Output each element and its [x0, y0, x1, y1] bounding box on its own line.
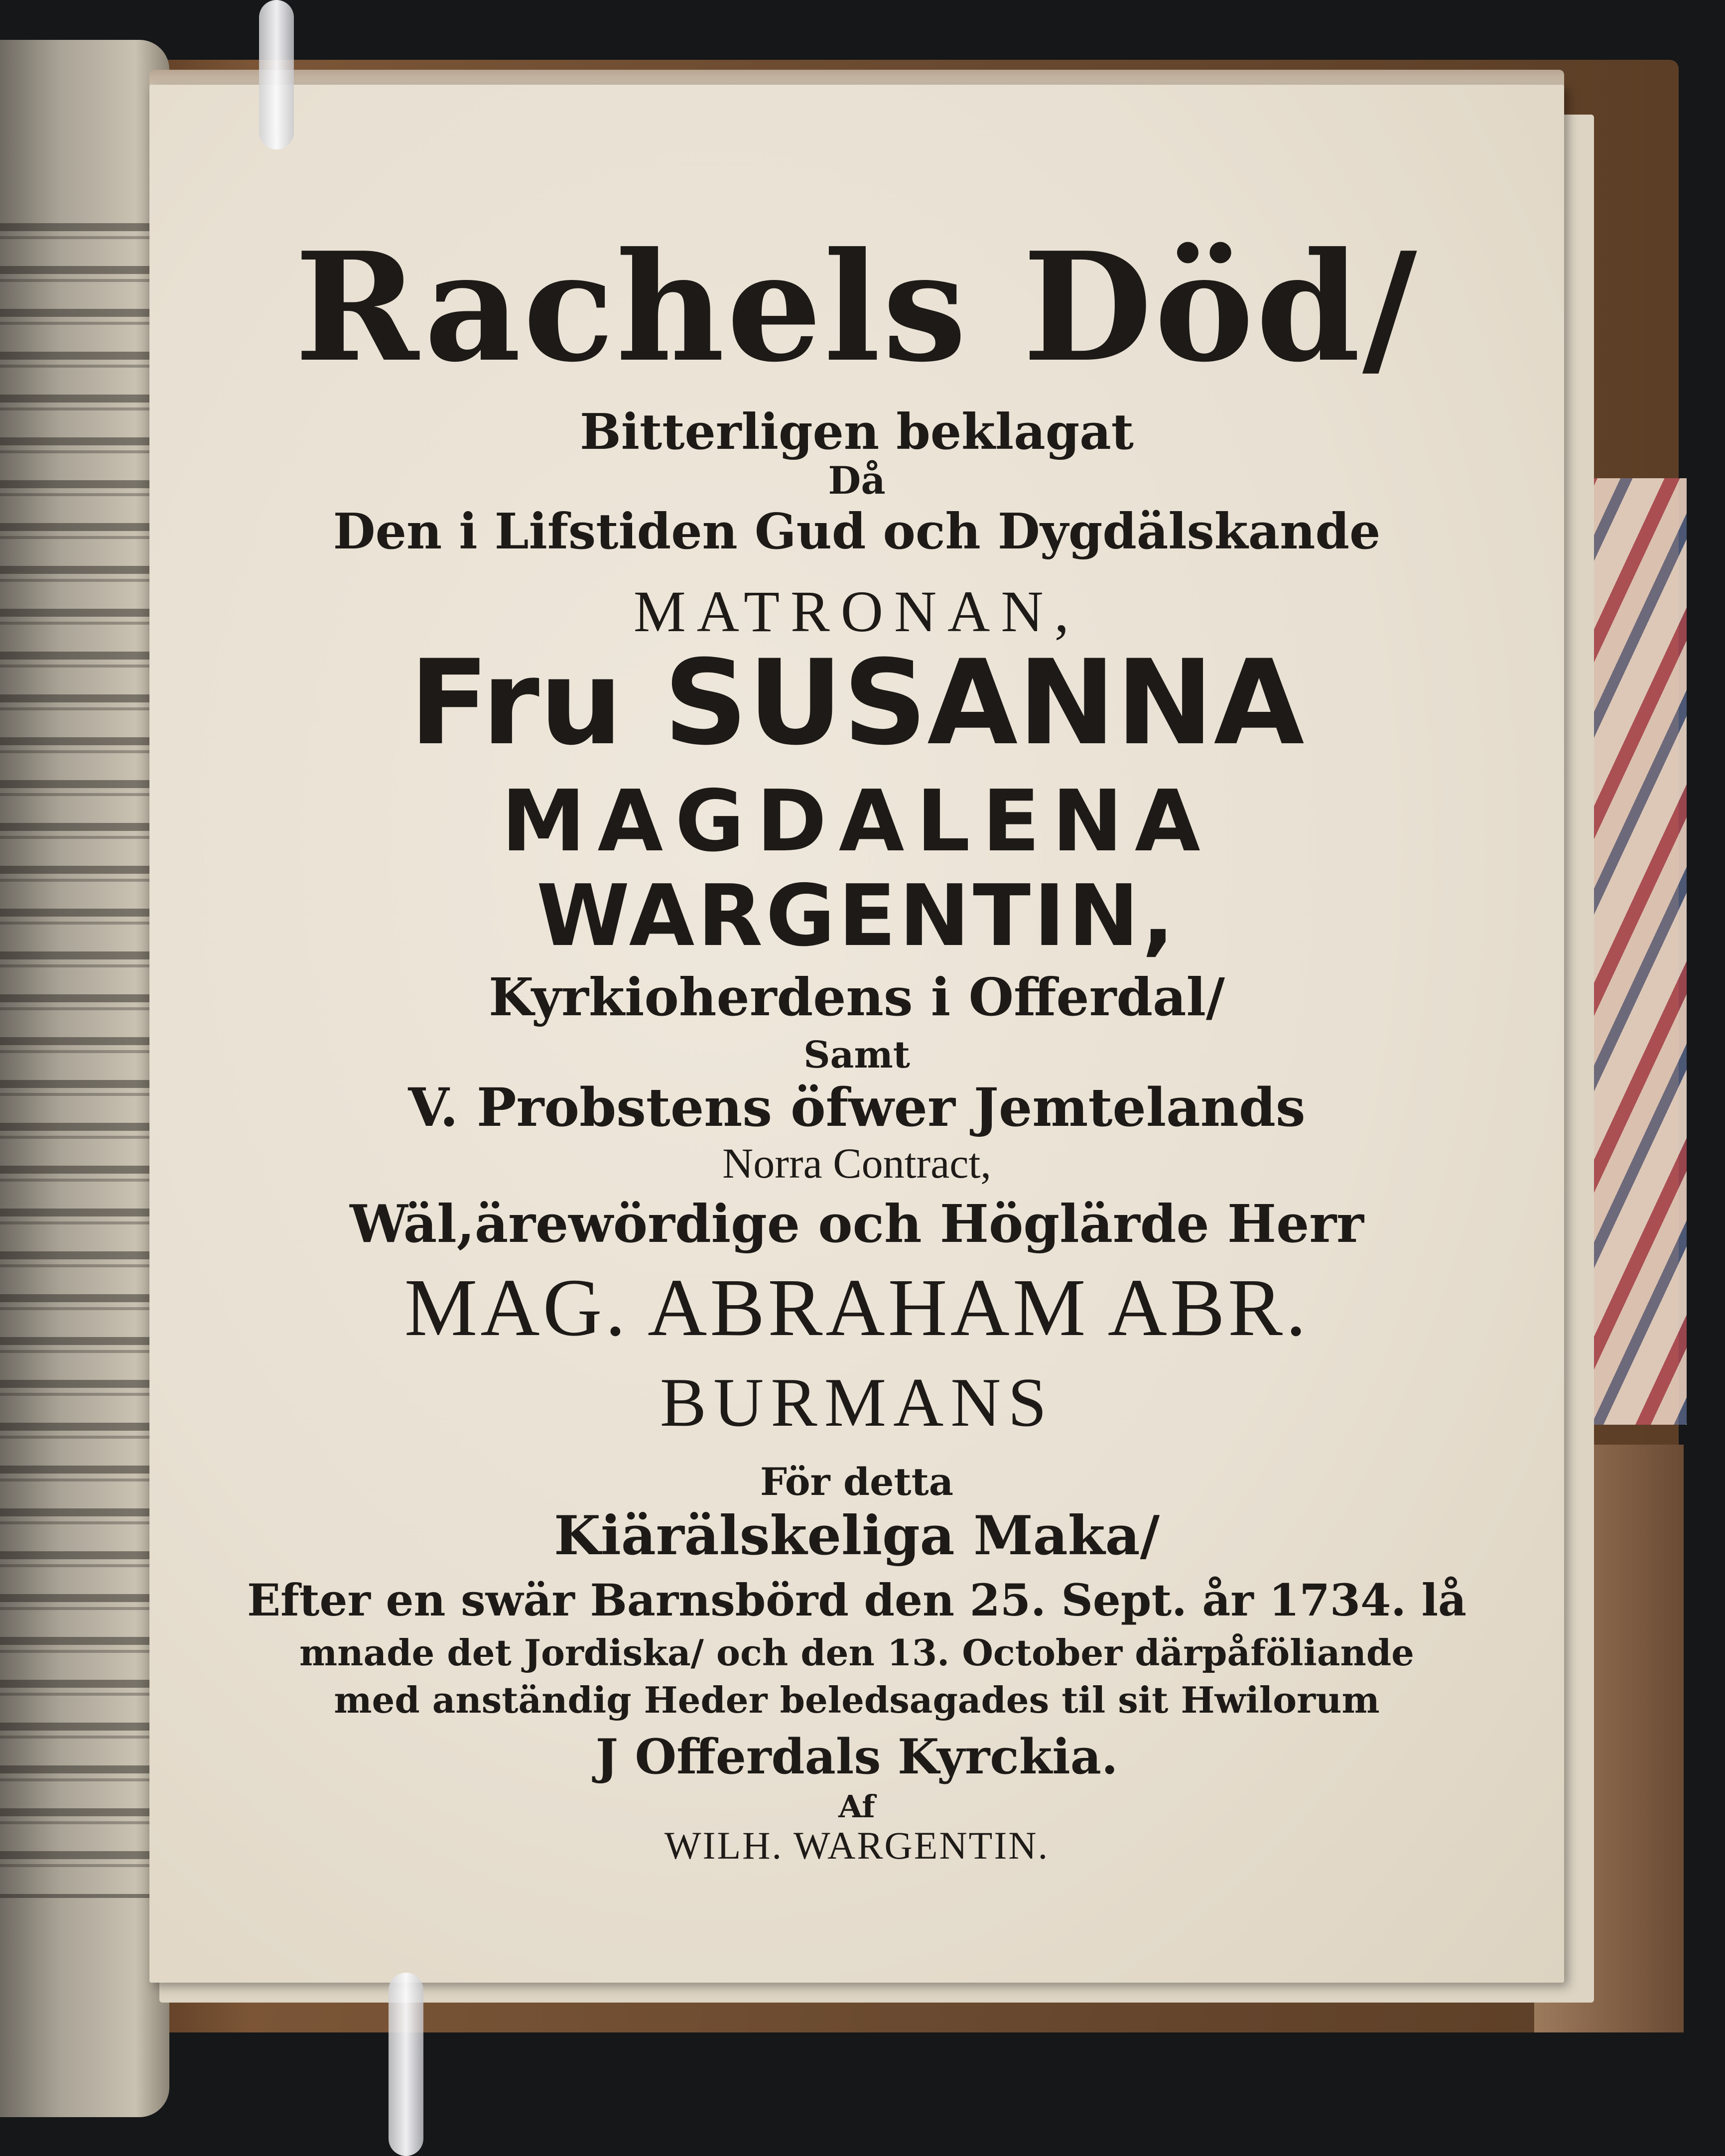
kyrkioherdens-line: Kyrkioherdens i Offerdal/: [489, 966, 1225, 1028]
contract-line: Norra Contract,: [722, 1139, 991, 1187]
burmans-line: BURMANS: [660, 1364, 1054, 1441]
subtitle-line-2: Då: [828, 458, 886, 503]
kiaralskeliga-line: Kiärälskeliga Maka/: [553, 1504, 1160, 1567]
mag-abraham-line: MAG. ABRAHAM ABR.: [404, 1262, 1310, 1353]
author-line: WILH. WARGENTIN.: [664, 1824, 1050, 1867]
book-clip-bottom: [389, 1973, 423, 2156]
subtitle-line-3: Den i Lifstiden Gud och Dygdälskande: [333, 503, 1381, 560]
page-title: Rachels Död/: [294, 219, 1419, 395]
af-line: Af: [838, 1788, 875, 1825]
honorific-line: Wäl,ärewördige och Höglärde Herr: [350, 1193, 1364, 1254]
efter-line-2: mnade det Jordiska/ och den 13. October därpåföliande: [299, 1631, 1414, 1674]
name-line-1: Fru SUSANNA: [409, 635, 1305, 771]
for-detta-line: För detta: [760, 1460, 953, 1504]
marbled-spine: [1579, 478, 1687, 1425]
left-facing-page: [0, 40, 169, 2117]
name-line-3: WARGENTIN,: [536, 867, 1178, 965]
name-line-2: MAGDALENA: [501, 772, 1212, 871]
samt-line: Samt: [803, 1034, 910, 1077]
probstens-line: V. Probstens öfwer Jemtelands: [408, 1076, 1306, 1138]
efter-line-1: Efter en swär Barnsbörd den 25. Sept. år 1734. lå: [247, 1574, 1467, 1626]
left-page-text-lines: [0, 204, 164, 1898]
matronan-line: MATRONAN,: [633, 579, 1080, 644]
title-page-text: [149, 85, 1564, 1983]
subtitle-line-1: Bitterligen beklagat: [579, 404, 1134, 461]
kyrckia-line: J Offerdals Kyrckia.: [595, 1729, 1118, 1785]
efter-line-3: med anständig Heder beledsagades til sit Hwilorum: [334, 1679, 1380, 1721]
